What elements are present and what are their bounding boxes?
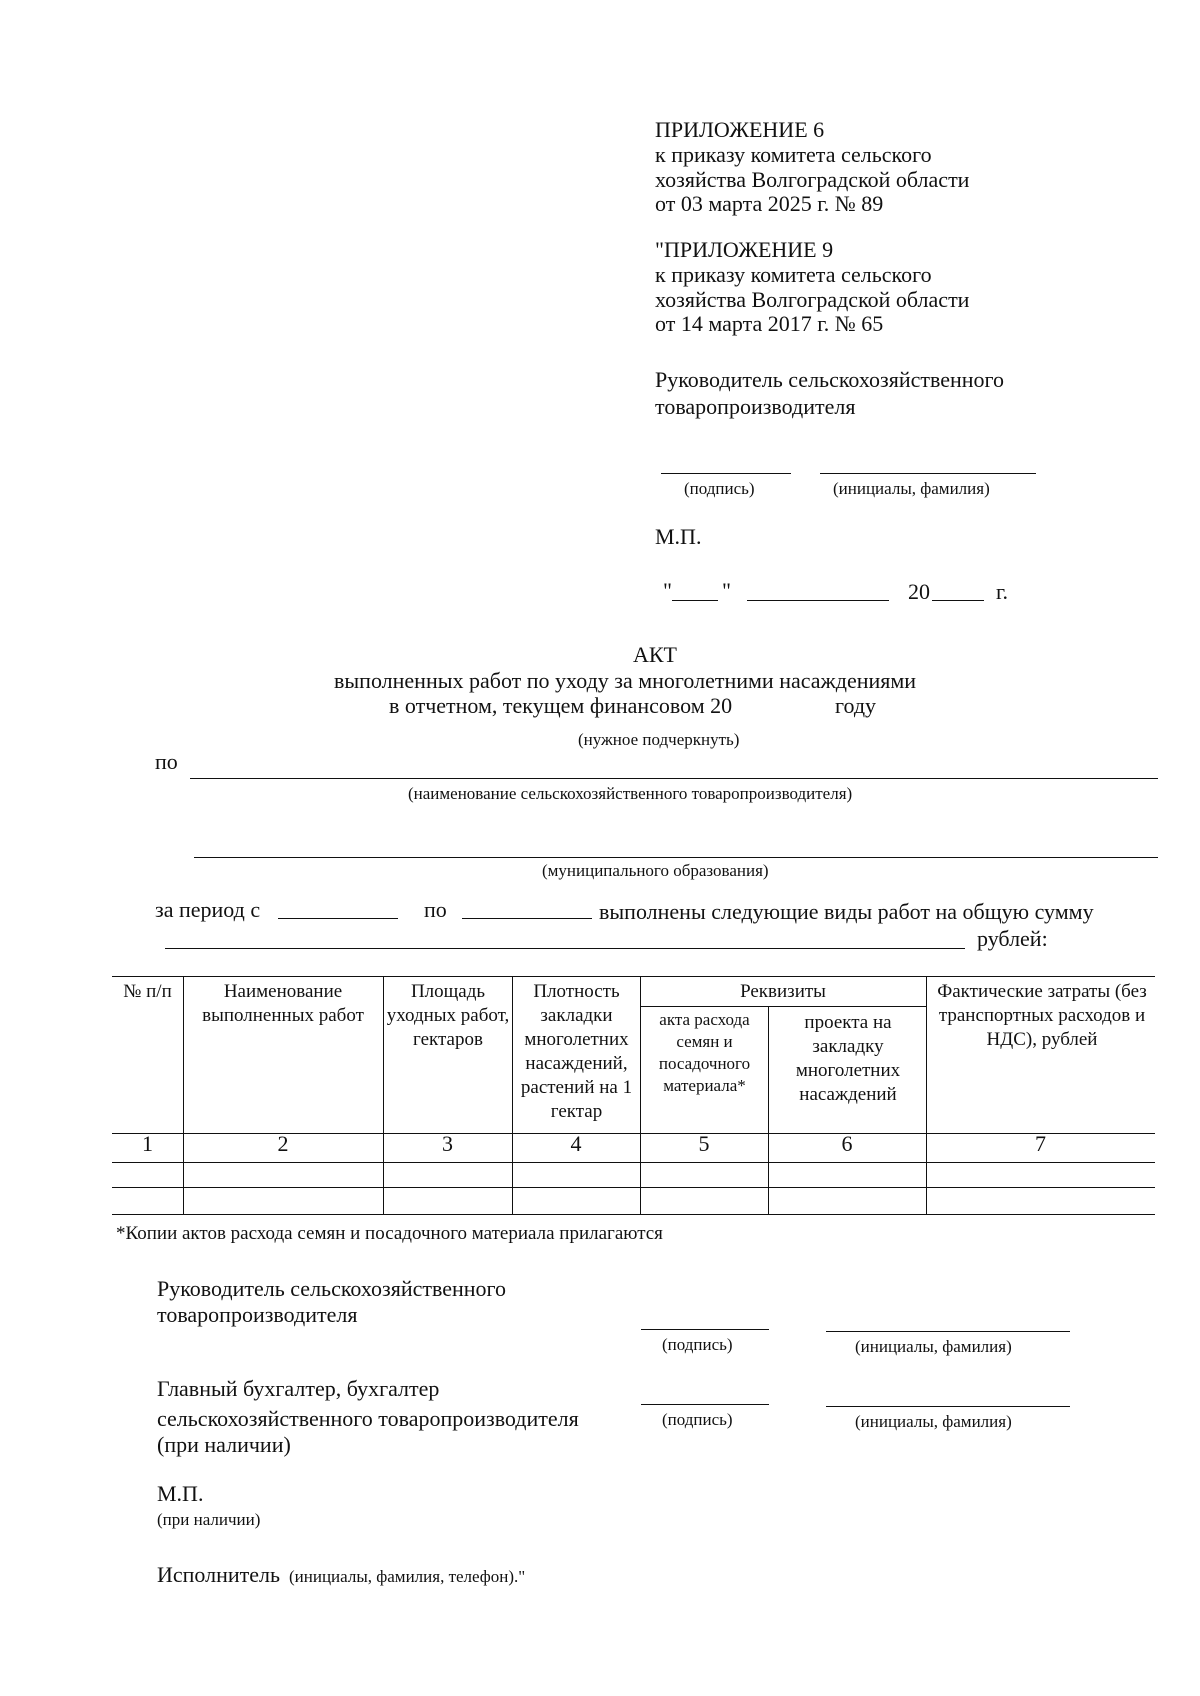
accountant-signature-line bbox=[641, 1404, 769, 1405]
date-quote-close: " bbox=[722, 578, 731, 603]
period-from-line bbox=[278, 918, 398, 919]
column-number-6: 6 bbox=[841, 1131, 853, 1156]
head-signature-title-line2: товаропроизводителя bbox=[157, 1302, 358, 1327]
header-work-name: Наименование выполненных работ bbox=[202, 981, 364, 1026]
executor-label: Исполнитель bbox=[157, 1562, 281, 1587]
accountant-title-line2: сельскохозяйственного товаропроизводителя bbox=[157, 1406, 579, 1431]
producer-name-line bbox=[190, 778, 1158, 779]
approver-stamp-label: М.П. bbox=[655, 524, 702, 549]
table-row2-bottom bbox=[112, 1214, 1155, 1215]
accountant-name-line bbox=[826, 1406, 1070, 1407]
stamp-note: (при наличии) bbox=[157, 1510, 261, 1529]
head-name-line bbox=[826, 1331, 1070, 1332]
appendix-9-line1: к приказу комитета сельского bbox=[655, 262, 932, 287]
col-divider-1 bbox=[183, 976, 184, 1215]
rubles-label: рублей: bbox=[977, 926, 1048, 951]
executor-fields: (инициалы, фамилия, телефон)." bbox=[289, 1567, 526, 1586]
period-to-label: по bbox=[424, 897, 447, 922]
head-signature-line bbox=[641, 1329, 769, 1330]
column-number-2: 2 bbox=[277, 1131, 289, 1156]
works-table bbox=[112, 976, 1155, 1216]
column-number-1: 1 bbox=[142, 1131, 153, 1156]
table-numbers-bottom bbox=[112, 1162, 1155, 1163]
document-subtitle-line2b: году bbox=[835, 693, 877, 718]
accountant-title-line3: (при наличии) bbox=[157, 1432, 291, 1457]
accountant-name-caption: (инициалы, фамилия) bbox=[855, 1412, 1012, 1431]
po-label: по bbox=[155, 749, 178, 774]
underline-note: (нужное подчеркнуть) bbox=[578, 730, 740, 749]
document-subtitle-line1: выполненных работ по уходу за многолетними насаждениями bbox=[334, 668, 917, 693]
approver-name-line bbox=[820, 473, 1036, 474]
approver-title-line1: Руководитель сельскохозяйственного bbox=[655, 367, 1005, 392]
appendix-6-title: ПРИЛОЖЕНИЕ 6 bbox=[655, 117, 825, 142]
date-year-prefix: 20 bbox=[908, 579, 930, 604]
header-planting-project: проекта на закладку многолетних насаждений bbox=[795, 1012, 901, 1105]
table-row1-bottom bbox=[112, 1187, 1155, 1188]
footnote: *Копии актов расхода семян и посадочного материала прилагаются bbox=[116, 1223, 663, 1244]
header-seed-act: акта расхода семян и посадочного материала* bbox=[658, 1010, 751, 1095]
header-density: Плотность закладки многолетних насаждений, растений на 1 гектар bbox=[520, 981, 633, 1122]
period-from-label: за период с bbox=[155, 897, 261, 922]
column-number-7: 7 bbox=[1035, 1131, 1046, 1156]
appendix-9-line3: от 14 марта 2017 г. № 65 bbox=[655, 311, 884, 336]
stamp-label: М.П. bbox=[157, 1481, 204, 1506]
col-divider-2 bbox=[383, 976, 384, 1215]
date-year-line bbox=[932, 600, 984, 601]
accountant-signature-caption: (подпись) bbox=[662, 1410, 733, 1429]
column-number-4: 4 bbox=[570, 1131, 582, 1156]
approver-signature-line bbox=[661, 473, 791, 474]
municipality-caption: (муниципального образования) bbox=[542, 861, 769, 880]
col-divider-5 bbox=[768, 1006, 769, 1215]
header-actual-costs: Фактические затраты (без транспортных расходов и НДС), рублей bbox=[937, 981, 1147, 1050]
column-number-3: 3 bbox=[442, 1131, 453, 1156]
head-signature-caption: (подпись) bbox=[662, 1335, 733, 1354]
appendix-6-line3: от 03 марта 2025 г. № 89 bbox=[655, 191, 884, 216]
header-area: Площадь уходных работ, гектаров bbox=[386, 981, 510, 1050]
total-sum-line bbox=[165, 948, 965, 949]
col-divider-4 bbox=[640, 976, 641, 1215]
table-border-top bbox=[112, 976, 1155, 977]
head-signature-title-line1: Руководитель сельскохозяйственного bbox=[157, 1276, 507, 1301]
head-name-caption: (инициалы, фамилия) bbox=[855, 1337, 1012, 1356]
period-to-line bbox=[462, 918, 592, 919]
accountant-title-line1: Главный бухгалтер, бухгалтер bbox=[157, 1376, 440, 1401]
appendix-9-title: "ПРИЛОЖЕНИЕ 9 bbox=[655, 237, 834, 262]
date-day-line bbox=[672, 600, 718, 601]
date-month-line bbox=[747, 600, 889, 601]
appendix-6-line1: к приказу комитета сельского bbox=[655, 142, 932, 167]
appendix-6-line2: хозяйства Волгоградской области bbox=[655, 167, 970, 192]
appendix-9-line2: хозяйства Волгоградской области bbox=[655, 287, 970, 312]
requisites-divider bbox=[640, 1006, 926, 1007]
col-divider-6 bbox=[926, 976, 927, 1215]
document-title: АКТ bbox=[633, 642, 677, 667]
municipality-line bbox=[194, 857, 1158, 858]
producer-name-caption: (наименование сельскохозяйственного товаропроизводителя) bbox=[408, 784, 853, 803]
header-requisites: Реквизиты bbox=[740, 981, 826, 1002]
approver-signature-caption: (подпись) bbox=[684, 479, 755, 498]
period-rest-text: выполнены следующие виды работ на общую сумму bbox=[599, 899, 1094, 924]
document-subtitle-line2a: в отчетном, текущем финансовом 20 bbox=[389, 693, 733, 718]
approver-title-line2: товаропроизводителя bbox=[655, 394, 856, 419]
date-year-suffix: г. bbox=[996, 579, 1009, 604]
header-number: № п/п bbox=[123, 981, 172, 1002]
approver-name-caption: (инициалы, фамилия) bbox=[833, 479, 990, 498]
date-quote-open: " bbox=[663, 578, 672, 603]
column-number-5: 5 bbox=[698, 1131, 710, 1156]
